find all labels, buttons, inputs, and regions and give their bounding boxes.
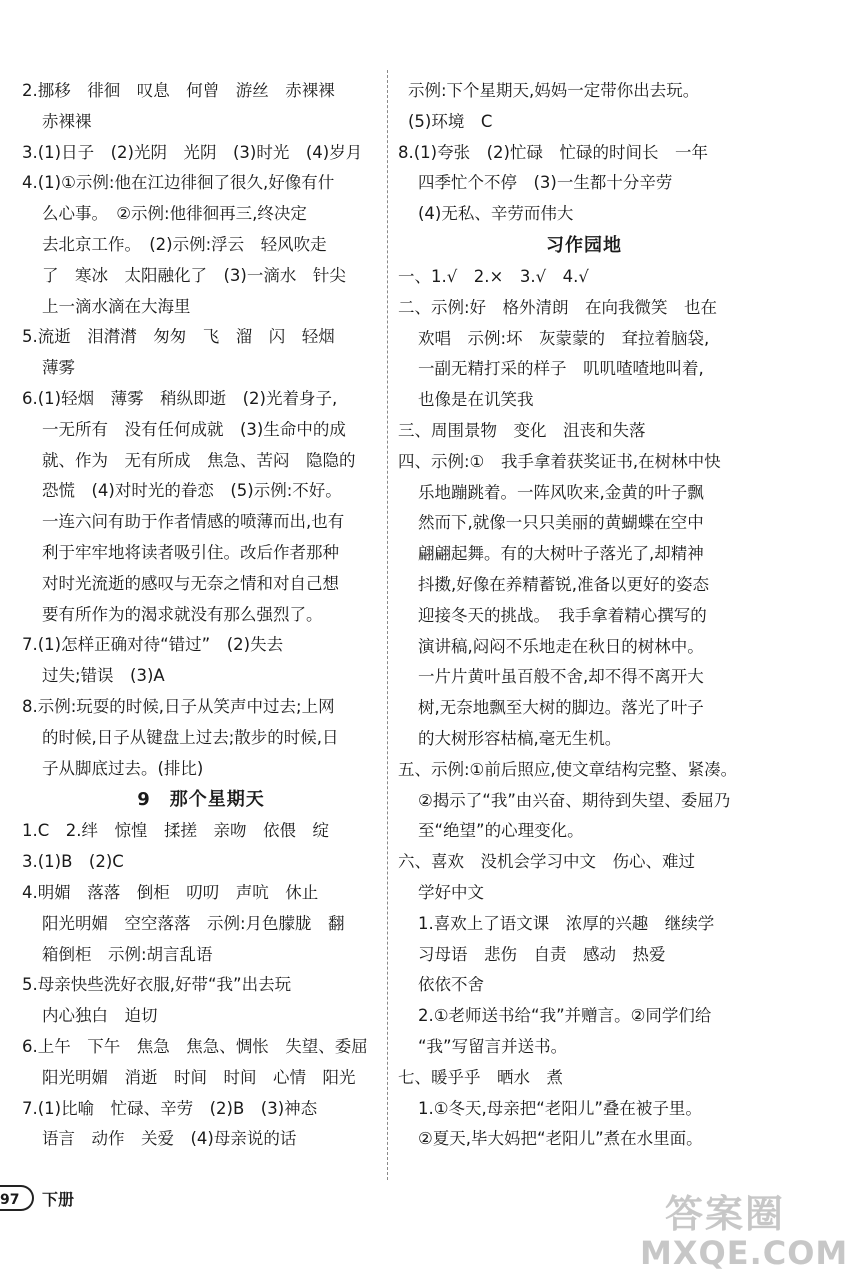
- answer-line: 翩翩起舞。有的大树叶子落光了,却精神: [418, 544, 704, 564]
- answer-line: 8.示例:玩耍的时候,日子从笑声中过去;上网: [22, 696, 335, 716]
- page-number: 97: [0, 1185, 34, 1211]
- answer-line: 的大树形容枯槁,毫无生机。: [418, 728, 622, 748]
- answer-line: 也像是在讥笑我: [418, 390, 534, 410]
- answer-line: 示例:下个星期天,妈妈一定带你出去玩。: [408, 81, 700, 100]
- right-column: [398, 76, 770, 1155]
- answer-line: 一连六问有助于作者情感的喷薄而出,也有: [42, 512, 345, 532]
- answer-line: 3.(1)日子 (2)光阴 光阴 (3)时光 (4)岁月: [22, 142, 363, 162]
- section-title: 9 那个星期天: [137, 789, 265, 811]
- answer-line: 5.流逝 泪潸潸 匆匆 飞 溜 闪 轻烟: [22, 327, 335, 347]
- answer-line: 4.明媚 落落 倒柜 叨叨 声吭 休止: [22, 882, 319, 902]
- answer-line: 1.①冬天,母亲把“老阳儿”叠在被子里。: [418, 1098, 702, 1118]
- answer-line: 薄雾: [42, 358, 75, 378]
- answer-line: “我”写留言并送书。: [418, 1036, 568, 1056]
- answer-line: 了 寒冰 太阳融化了 (3)一滴水 针尖: [42, 265, 346, 285]
- answer-line: 然而下,就像一只只美丽的黄蝴蝶在空中: [418, 513, 704, 533]
- answer-line: 语言 动作 关爱 (4)母亲说的话: [42, 1129, 297, 1149]
- answer-line: 6.上午 下午 焦急 焦急、惆怅 失望、委屈: [22, 1036, 368, 1056]
- answer-line: 学好中文: [418, 882, 484, 902]
- answer-line: 么心事。 ②示例:他徘徊再三,终决定: [42, 204, 307, 224]
- answer-line: ②夏天,毕大妈把“老阳儿”煮在水里面。: [418, 1129, 703, 1149]
- answer-line: 7.(1)怎样正确对待“错过” (2)失去: [22, 635, 284, 655]
- answer-line: 1.C 2.绊 惊惶 揉搓 亲吻 依偎 绽: [22, 821, 330, 841]
- answer-line: 抖擞,好像在养精蓄锐,准备以更好的姿态: [418, 574, 709, 594]
- answer-line: 对时光流逝的感叹与无奈之情和对自己想: [42, 573, 339, 593]
- watermark-domain: MXQE.COM: [640, 1234, 848, 1272]
- answer-line: 就、作为 无有所成 焦急、苦闷 隐隐的: [42, 450, 356, 470]
- answer-line: 上一滴水滴在大海里: [42, 296, 191, 316]
- answer-line: ②揭示了“我”由兴奋、期待到失望、委屈乃: [418, 790, 731, 810]
- answer-line: (4)无私、辛劳而伟大: [418, 204, 574, 224]
- answer-line: 树,无奈地飘至大树的脚边。落光了叶子: [418, 698, 704, 718]
- answer-line: 箱倒柜 示例:胡言乱语: [42, 944, 213, 964]
- page-footer: [0, 1184, 74, 1212]
- answer-line: 利于牢牢地将读者吸引住。改后作者那种: [42, 542, 339, 562]
- volume-label: 下册: [42, 1189, 75, 1209]
- answer-line: 依依不舍: [418, 975, 484, 995]
- answer-line: 8.(1)夸张 (2)忙碌 忙碌的时间长 一年: [398, 142, 708, 162]
- answer-line: 习母语 悲伤 自责 感动 热爱: [418, 944, 666, 964]
- watermark-logo-text: 答案圈: [664, 1192, 785, 1236]
- answer-line: 乐地蹦跳着。一阵风吹来,金黄的叶子飘: [418, 482, 704, 502]
- answer-line: 3.(1)B (2)C: [22, 852, 124, 872]
- answer-line: 七、暖乎乎 晒水 煮: [398, 1067, 563, 1087]
- answer-line: 六、喜欢 没机会学习中文 伤心、难过: [398, 852, 695, 872]
- answer-line: 7.(1)比喻 忙碌、辛劳 (2)B (3)神态: [22, 1098, 318, 1118]
- answer-line: 6.(1)轻烟 薄雾 稍纵即逝 (2)光着身子,: [22, 388, 338, 408]
- answer-line: 三、周围景物 变化 沮丧和失落: [398, 420, 646, 440]
- answer-line: 一片片黄叶虽百般不舍,却不得不离开大: [418, 667, 704, 687]
- answer-line: 阳光明媚 消逝 时间 时间 心情 阳光: [42, 1067, 356, 1087]
- answer-line: 5.母亲快些洗好衣服,好带“我”出去玩: [22, 975, 292, 995]
- answer-line: (5)环境 C: [408, 111, 493, 131]
- answer-line: 子从脚底过去。(排比): [42, 758, 204, 778]
- answer-line: 迎接冬天的挑战。 我手拿着精心撰写的: [418, 605, 707, 625]
- answer-line: 的时候,日子从键盘上过去;散步的时候,日: [42, 727, 339, 747]
- answer-line: 一、1.√ 2.× 3.√ 4.√: [398, 266, 589, 286]
- site-watermark: [640, 1192, 848, 1280]
- answer-line: 内心独白 迫切: [42, 1006, 158, 1026]
- answer-line: 二、示例:好 格外清朗 在向我微笑 也在: [398, 297, 718, 317]
- answer-line: 过失;错误 (3)A: [42, 666, 165, 686]
- answer-line: 2.挪移 徘徊 叹息 何曾 游丝 赤裸裸: [22, 81, 335, 100]
- column-divider: [387, 70, 388, 1180]
- answer-line: 演讲稿,闷闷不乐地走在秋日的树林中。: [418, 636, 704, 656]
- answer-line: 四、示例:① 我手拿着获奖证书,在树林中快: [398, 451, 721, 471]
- answer-line: 2.①老师送书给“我”并赠言。②同学们给: [418, 1006, 712, 1026]
- answer-line: 恐慌 (4)对时光的眷恋 (5)示例:不好。: [42, 481, 342, 501]
- answer-line: 阳光明媚 空空落落 示例:月色朦胧 翻: [42, 913, 345, 933]
- left-column: [22, 76, 380, 1155]
- answer-line: 1.喜欢上了语文课 浓厚的兴趣 继续学: [418, 913, 715, 933]
- answer-line: 一无所有 没有任何成就 (3)生命中的成: [42, 419, 346, 439]
- answer-line: 去北京工作。 (2)示例:浮云 轻风吹走: [42, 234, 327, 254]
- answer-line: 要有所作为的渴求就没有那么强烈了。: [42, 604, 323, 624]
- answer-line: 赤裸裸: [42, 111, 92, 131]
- answer-line: 五、示例:①前后照应,使文章结构完整、紧凑。: [398, 759, 738, 779]
- answer-line: 一副无精打采的样子 叽叽喳喳地叫着,: [418, 359, 704, 379]
- section-title: 习作园地: [546, 234, 622, 256]
- answer-line: 至“绝望”的心理变化。: [418, 821, 584, 841]
- answer-line: 4.(1)①示例:他在江边徘徊了很久,好像有什: [22, 173, 335, 193]
- answer-line: 欢唱 示例:坏 灰蒙蒙的 耷拉着脑袋,: [418, 328, 710, 348]
- answer-line: 四季忙个不停 (3)一生都十分辛劳: [418, 173, 673, 193]
